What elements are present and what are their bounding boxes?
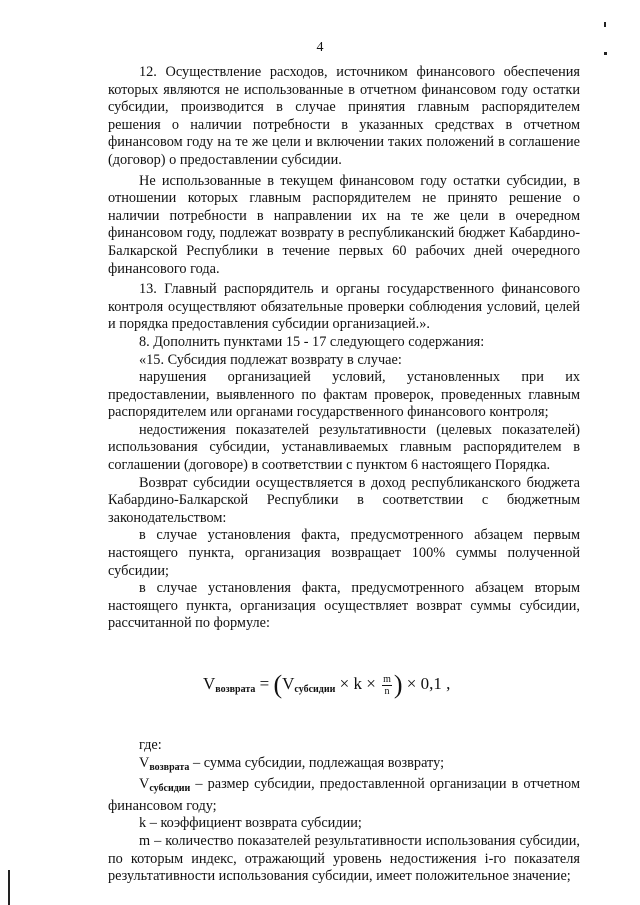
formula-sub-subsidy: субсидии [294, 684, 336, 695]
formula-numerator: m [383, 673, 391, 685]
formula-fraction [382, 674, 392, 697]
formula-v: V [203, 674, 216, 693]
where-m: m – количество показателей результативности использования субсидии, по которым индекс, отражающий уровень недостижения i-го показателя результативности использования субсидии, имеет положительное значение; [108, 832, 580, 885]
where-v-subsidy-symbol: V [139, 776, 150, 793]
paragraph-unused-balances: Не использованные в текущем финансовом году остатки субсидии, в отношении которых главным распорядителем не принято решение о наличии потребности в направлении их на те же цели в очередном финансовом году, подлежат возврату в республиканский бюджет Кабардино-Балкарской Республики в течение первых 60 рабочих дней очередного финансового года. [108, 172, 580, 277]
paragraph-amendment-8: 8. Дополнить пунктами 15 - 17 следующего содержания: [139, 333, 485, 350]
page-number: 4 [316, 40, 324, 55]
document-body [108, 64, 580, 886]
where-v-return [108, 755, 580, 777]
paragraph-12: 12. Осуществление расходов, источником финансового обеспечения которых являются не использованные в отчетном финансовом году остатки субсидии, производится в случае принятия главным распорядителем решения о наличии потребности в указанных средствах в отчетном финансовом году на те же цели и включении таких положений в соглашение (договор) о предоставлении субсидии. [108, 64, 580, 168]
where-k: k – коэффициент возврата субсидии; [139, 815, 362, 832]
refund-formula [203, 669, 580, 705]
scan-mark [604, 52, 607, 55]
where-v-subsidy-text: – размер субсидии, предоставленной организации в отчетном финансовом году; [108, 776, 580, 814]
paragraph-violation: нарушения организацией условий, установленных при их предоставлении, выявленного по фактам проверок, проведенных главным распорядителем или органами государственного финансового контроля; [108, 369, 580, 421]
where-v-subsidy-sub: субсидии [149, 783, 191, 795]
formula-equals: = [255, 674, 274, 693]
paragraph-case-second: в случае установления факта, предусмотренного абзацем вторым настоящего пункта, организация осуществляет возврат суммы субсидии, рассчитанной по формуле: [108, 580, 580, 632]
formula-times-k: × k × [335, 674, 381, 693]
paragraph-refund: Возврат субсидии осуществляется в доход республиканского бюджета Кабардино-Балкарской Республики в соответствии с бюджетным законодательством: [108, 474, 580, 526]
where-v-return-sub: возврата [149, 761, 190, 773]
formula-open-paren: ( [273, 670, 283, 699]
formula-close-paren: ) [393, 670, 403, 699]
where-v-return-text: – сумма субсидии, подлежащая возврату; [189, 754, 445, 771]
paragraph-case-first: в случае установления факта, предусмотренного абзацем первым настоящего пункта, организация возвращает 100% суммы полученной субсидии; [108, 527, 580, 579]
formula-sub-return: возврата [215, 684, 256, 695]
formula-tail: × 0,1 , [402, 674, 451, 693]
scan-edge-mark [8, 870, 10, 905]
where-intro: где: [139, 737, 162, 753]
formula-denominator: n [384, 685, 390, 697]
scan-mark [604, 22, 606, 27]
where-v-subsidy [108, 776, 580, 815]
paragraph-non-achievement: недостижения показателей результативности (целевых показателей) использования субсидии, устанавливаемых главным распорядителем в соглашении (договоре) в соответствии с пунктом 6 настоящего Порядка. [108, 421, 580, 474]
formula-v2: V [282, 674, 295, 693]
paragraph-13: 13. Главный распорядитель и органы государственного финансового контроля осуществляют обязательные проверки соблюдения условий, целей и порядка предоставления субсидии организацией.». [108, 281, 580, 333]
where-v-return-symbol: V [139, 754, 150, 771]
paragraph-15: «15. Субсидия подлежат возврату в случае: [139, 351, 402, 368]
